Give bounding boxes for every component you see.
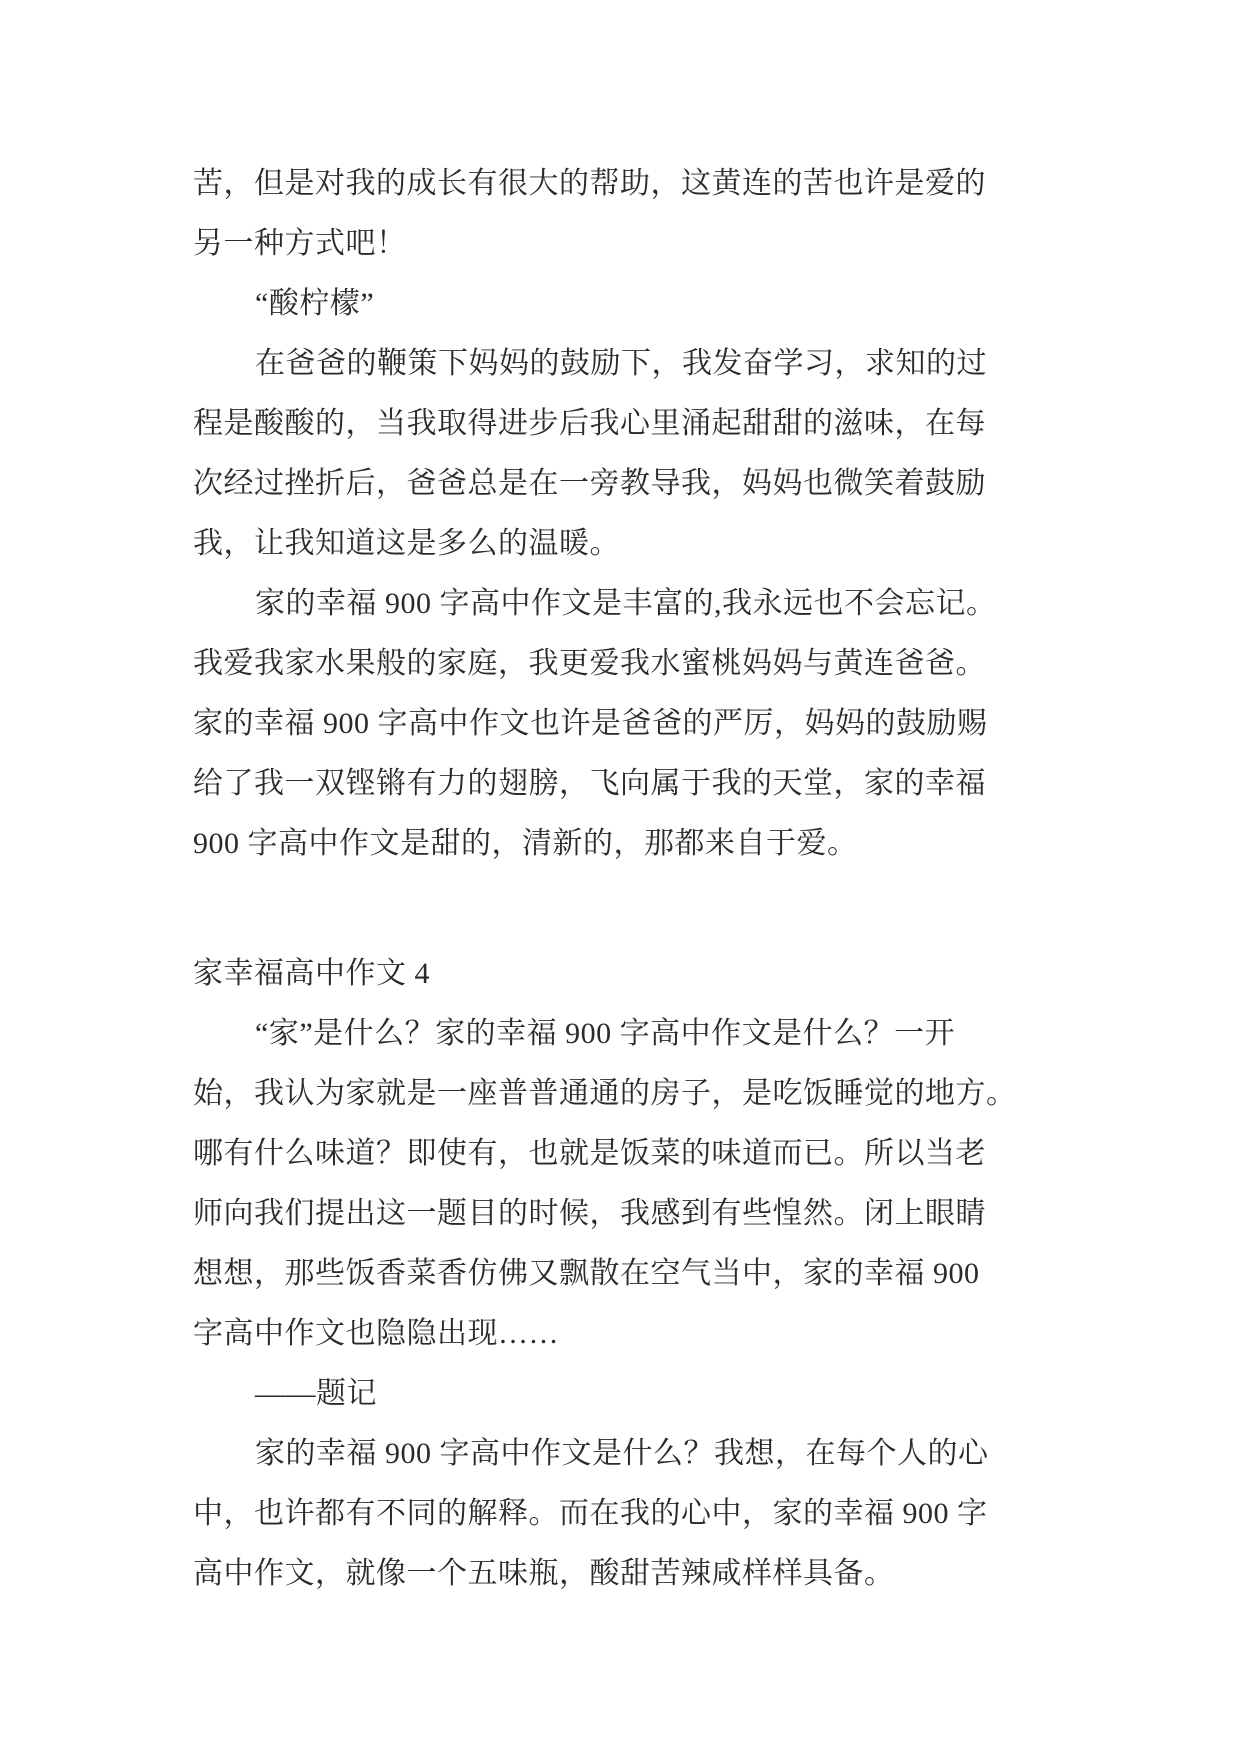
text-line: “家”是什么？家的幸福 900 字高中作文是什么？一开 (255, 1017, 956, 1050)
text-line: 次经过挫折后，爸爸总是在一旁教导我，妈妈也微笑着鼓励 (193, 467, 986, 500)
text-line: 900 字高中作文是甜的，清新的，那都来自于爱。 (193, 827, 858, 860)
epigraph-attribution: ——题记 (255, 1377, 377, 1410)
text-line: 给了我一双铿锵有力的翅膀，飞向属于我的天堂，家的幸福 (193, 767, 986, 800)
text-line: 我，让我知道这是多么的温暖。 (193, 527, 620, 560)
text-line: 字高中作文也隐隐出现…… (193, 1317, 559, 1350)
text-line: 高中作文，就像一个五味瓶，酸甜苦辣咸样样具备。 (193, 1557, 895, 1590)
section-title: 家幸福高中作文 4 (193, 957, 430, 990)
text-line: 家的幸福 900 字高中作文是丰富的,我永远也不会忘记。 (255, 587, 997, 620)
text-line: 哪有什么味道？即使有，也就是饭菜的味道而已。所以当老 (193, 1137, 986, 1170)
text-line: 家的幸福 900 字高中作文是什么？我想，在每个人的心 (255, 1437, 989, 1470)
subheading: “酸柠檬” (255, 287, 375, 320)
text-line: 苦，但是对我的成长有很大的帮助，这黄连的苦也许是爱的 (193, 167, 986, 200)
text-line: 我爱我家水果般的家庭，我更爱我水蜜桃妈妈与黄连爸爸。 (193, 647, 986, 680)
text-line: 另一种方式吧！ (193, 227, 407, 260)
text-line: 程是酸酸的，当我取得进步后我心里涌起甜甜的滋味，在每 (193, 407, 986, 440)
document-body (193, 154, 1078, 1604)
section-gap (193, 874, 1078, 944)
text-line: 想想，那些饭香菜香仿佛又飘散在空气当中，家的幸福 900 (193, 1257, 980, 1290)
text-line: 在爸爸的鞭策下妈妈的鼓励下，我发奋学习，求知的过 (255, 347, 987, 380)
text-line: 中，也许都有不同的解释。而在我的心中，家的幸福 900 字 (193, 1497, 988, 1530)
text-line: 始，我认为家就是一座普普通通的房子，是吃饭睡觉的地方。 (193, 1077, 1017, 1110)
text-line: 师向我们提出这一题目的时候，我感到有些惶然。闭上眼睛 (193, 1197, 986, 1230)
text-line: 家的幸福 900 字高中作文也许是爸爸的严厉，妈妈的鼓励赐 (193, 707, 988, 740)
